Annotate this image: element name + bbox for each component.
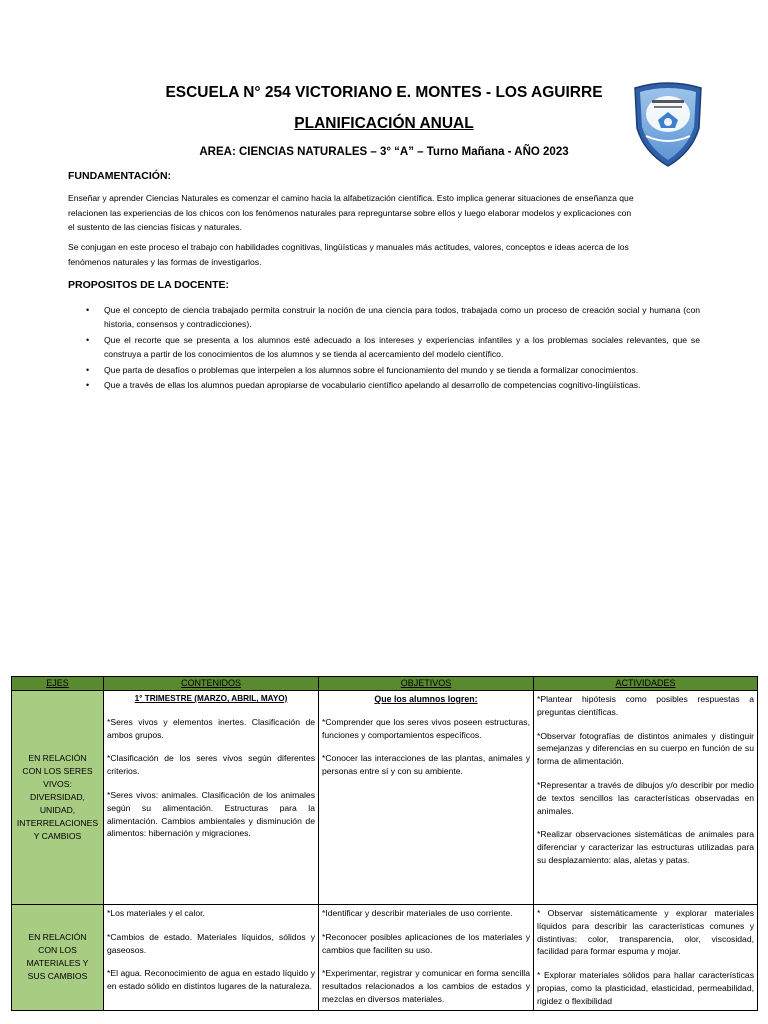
contenidos-cell: *Los materiales y el calor. *Cambios de estado. Materiales líquidos, sólidos y gaseosos. *El agua. Reconocimiento de agua en estado líquido y en estado sólido en distintos lugares de la naturaleza.	[104, 905, 319, 1011]
list-item: • Que el recorte que se presenta a los alumnos esté adecuado a los intereses y experiencias infantiles y a los problemas sociales relevantes, que se construya a partir de los conocimientos de los alumnos y se tienda al acercamiento del modelo científico.	[86, 334, 700, 360]
bullet-icon: •	[86, 364, 90, 375]
actividades-cell: * Observar sistemáticamente y explorar materiales líquidos para describir las características comunes y distintivas: color, transparencia, olor, viscosidad, facilidad para formar espuma y mojar. * Explorar materiales sólidos para hallar características propias, como la plasticidad, elasticidad, permeabilidad, rigidez o flexibilidad	[534, 905, 758, 1011]
planning-table	[11, 676, 758, 1011]
fundamentacion-paragraph-1: Enseñar y aprender Ciencias Naturales es comenzar el camino hacia la alfabetización científica. Esto implica generar situaciones de enseñanza que relacionen las experiencias de los chicos con los fenómenos naturales para repreguntarse sobre ellos y luego elaborar modelos y explicaciones con el sustento de las ciencias físicas y naturales.	[68, 193, 634, 233]
fundamentacion-heading: FUNDAMENTACIÓN:	[68, 170, 172, 182]
bullet-icon: •	[86, 380, 90, 391]
header-objetivos: OBJETIVOS	[319, 677, 534, 691]
table-row	[12, 691, 758, 905]
propositos-heading: PROPOSITOS DE LA DOCENTE:	[68, 279, 230, 291]
objetivos-cell: *Identificar y describir materiales de uso corriente. *Reconocer posibles aplicaciones de los materiales y cambios que faciliten su uso. *Experimentar, registrar y comunicar en forma sencilla resultados relacionados a los cambios de estados y mezclas en diversos materiales.	[319, 905, 534, 1011]
header-contenidos: CONTENIDOS	[104, 677, 319, 691]
actividades-cell: *Plantear hipótesis como posibles respuestas a preguntas científicas. *Observar fotografías de distintos animales y distinguir semejanzas y diferencias en su cuerpo en función de su forma de alimentación. *Representar a través de dibujos y/o describir por medio de textos sencillos las características observadas en animales. *Realizar observaciones sistemáticas de animales para diferenciar y caracterizar las estructuras utilizadas para su desplazamiento: alas, aletas y patas.	[534, 691, 758, 905]
area-line: AREA: CIENCIAS NATURALES – 3° “A” – Turno Mañana - AÑO 2023	[199, 146, 569, 158]
school-crest-icon	[630, 80, 706, 168]
bullet-icon: •	[86, 305, 90, 315]
fundamentacion-paragraph-2: Se conjugan en este proceso el trabajo con habilidades cognitivas, lingüísticas y manuales más actitudes, valores, conceptos e ideas acerca de los fenómenos naturales y las formas de investigarlos.	[68, 242, 629, 267]
propositos-list	[86, 303, 700, 393]
header-ejes: EJES	[12, 677, 104, 691]
objetivos-cell: Que los alumnos logren: *Comprender que los seres vivos poseen estructuras, funciones y comportamientos específicos. *Conocer las interacciones de las plantas, animales y personas entre sí y con su ambiente.	[319, 691, 534, 905]
table-header-row	[12, 677, 758, 691]
document-title: PLANIFICACIÓN ANUAL	[294, 115, 474, 132]
bullet-icon: •	[86, 334, 90, 345]
table-row	[12, 905, 758, 1011]
header-actividades: ACTIVIDADES	[534, 677, 758, 691]
contenidos-cell: 1° TRIMESTRE (MARZO, ABRIL, MAYO) *Seres vivos y elementos inertes. Clasificación de ambos grupos. *Clasificación de los seres vivos según diferentes criterios. *Seres vivos: animales. Clasificación de los animales según su alimentación. Estructuras para la alimentación. Cambios ambientales y disminución de alimentos: hibernación y migraciones.	[104, 691, 319, 905]
axis-cell: EN RELACIÓN CON LOS MATERIALES Y SUS CAMBIOS	[12, 905, 104, 1011]
list-item: • Que parta de desafíos o problemas que interpelen a los alumnos sobre el funcionamiento del mundo y se tienda a formalizar conocimientos.	[86, 363, 700, 377]
school-name: ESCUELA N° 254 VICTORIANO E. MONTES - LOS AGUIRRE	[165, 84, 603, 101]
list-item: • Que a través de ellas los alumnos puedan apropiarse de vocabulario científico apelando al desarrollo de competencias cognitivo-lingüísticas.	[86, 378, 700, 392]
objectives-heading: Que los alumnos logren:	[374, 694, 478, 704]
list-item: • Que el concepto de ciencia trabajado permita construir la noción de una ciencia para todos, trabajada como un proceso de creación social y humana (con historia, consensos y contradicciones).	[86, 305, 700, 330]
axis-cell: EN RELACIÓN CON LOS SERES VIVOS: DIVERSIDAD, UNIDAD, INTERRELACIONES Y CAMBIOS	[12, 691, 104, 905]
trimester-heading: 1° TRIMESTRE (MARZO, ABRIL, MAYO)	[134, 694, 288, 703]
